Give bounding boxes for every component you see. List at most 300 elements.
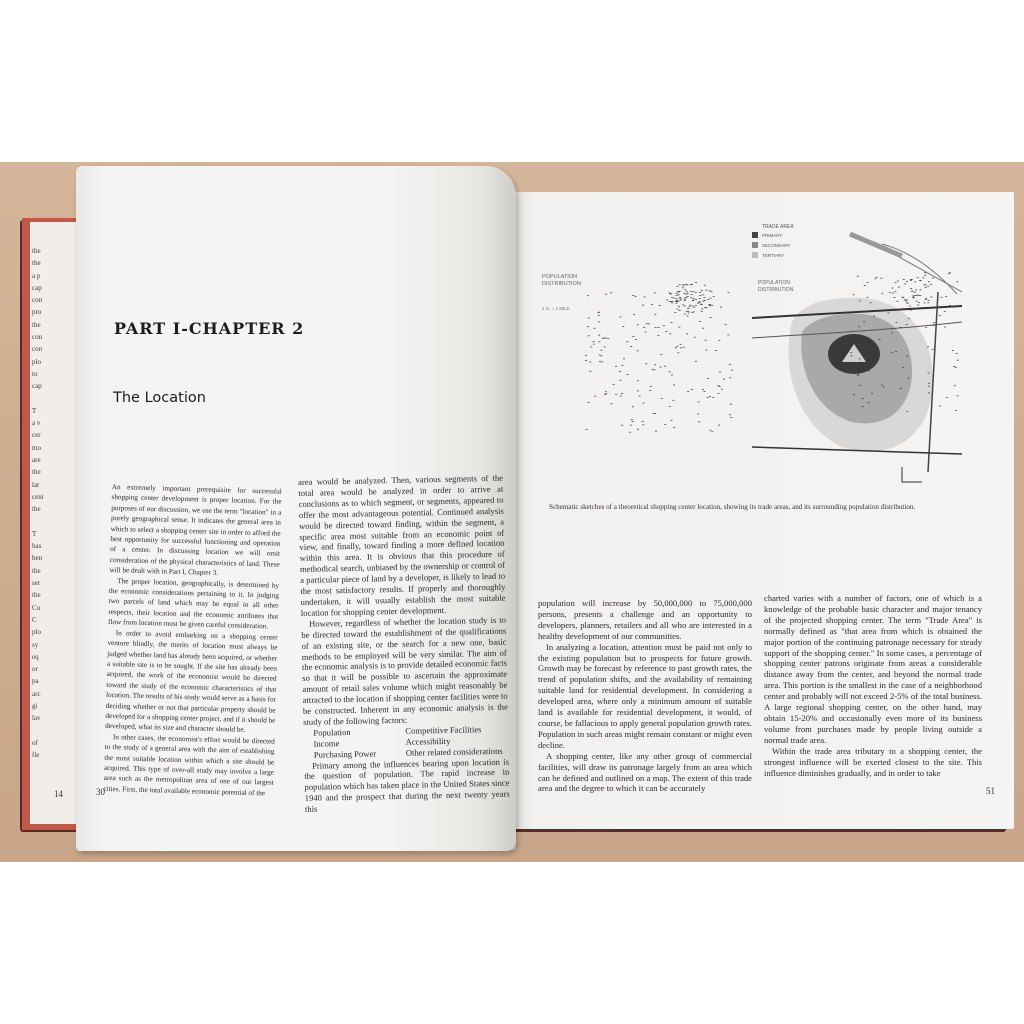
population-dot <box>678 306 680 307</box>
legend-title: TRADE AREA <box>762 224 794 230</box>
population-dot <box>717 393 719 394</box>
population-dot <box>673 298 675 299</box>
population-dot <box>642 421 644 422</box>
legend-swatch-primary <box>752 232 758 238</box>
population-dot <box>912 296 914 297</box>
population-dot <box>925 287 927 288</box>
population-dot <box>695 305 697 306</box>
population-dot <box>955 367 957 368</box>
population-dot <box>928 383 930 384</box>
population-dot <box>646 323 648 324</box>
population-dot <box>927 346 929 347</box>
population-dot <box>917 277 919 278</box>
population-dot <box>648 324 650 325</box>
population-dot <box>924 275 926 276</box>
population-dot <box>607 338 609 339</box>
population-dot <box>611 403 613 404</box>
population-dot <box>699 298 701 299</box>
population-dot <box>644 297 646 298</box>
map-label: DISTRIBUTION <box>758 287 794 293</box>
population-dot <box>621 365 623 366</box>
population-dot <box>928 373 930 374</box>
population-dot <box>598 322 600 323</box>
population-dot <box>699 295 701 296</box>
factor: Competitive Facilities <box>405 724 482 736</box>
legend-item: PRIMARY <box>762 233 783 238</box>
population-dot <box>688 311 690 312</box>
population-dot <box>635 296 637 297</box>
population-dot <box>695 299 697 300</box>
population-dot <box>660 354 662 355</box>
population-dot <box>637 429 639 430</box>
population-dot <box>676 298 678 299</box>
population-dot <box>635 339 637 340</box>
population-dot <box>853 394 855 395</box>
population-dot <box>718 425 720 426</box>
population-dot <box>730 404 732 405</box>
population-dot <box>637 350 639 351</box>
rail-corridor <box>850 234 902 256</box>
population-dot <box>601 362 603 363</box>
population-dot <box>703 297 705 298</box>
population-dot <box>605 294 607 295</box>
population-dot <box>928 300 930 301</box>
population-dot <box>670 322 672 323</box>
population-dot <box>604 347 606 348</box>
population-dot <box>702 328 704 329</box>
population-dot <box>859 301 861 302</box>
population-dot <box>718 340 720 341</box>
population-dot <box>651 304 653 305</box>
paragraph: population will increase by 50,000,000 to 75,000,000 persons, presents a challenge and an opportunity to developers, planners, retailers and all who are interested in a healthy development of our communities. <box>538 598 752 641</box>
population-dot <box>602 338 604 339</box>
population-dot <box>698 402 700 403</box>
population-dot <box>905 301 907 302</box>
population-dot <box>685 294 687 295</box>
population-dot <box>904 299 906 300</box>
population-dot <box>925 327 927 328</box>
population-dot <box>898 309 900 310</box>
factors-list <box>303 723 509 760</box>
population-dot <box>623 358 625 359</box>
population-dot <box>922 278 924 279</box>
population-dot <box>946 397 948 398</box>
population-dot <box>720 307 722 308</box>
population-dot <box>913 297 915 298</box>
population-dot <box>906 411 908 412</box>
population-dot <box>889 292 891 293</box>
population-dot <box>930 297 932 298</box>
population-dot <box>709 290 711 291</box>
population-dot <box>933 322 935 323</box>
population-dot <box>639 396 641 397</box>
population-dot <box>676 293 678 294</box>
population-dot <box>912 291 914 292</box>
population-dot <box>953 366 955 367</box>
population-dot <box>956 281 958 282</box>
population-dot <box>933 324 935 325</box>
north-arrow-icon <box>902 467 922 482</box>
population-dot <box>729 377 731 378</box>
population-dot <box>857 276 859 277</box>
population-dot <box>914 292 916 293</box>
population-dot <box>864 285 866 286</box>
population-dot <box>599 355 601 356</box>
population-dot <box>654 293 656 294</box>
population-dot <box>925 298 927 299</box>
population-dot <box>677 291 679 292</box>
population-dot <box>715 350 717 351</box>
population-dot <box>944 327 946 328</box>
population-dot <box>914 295 916 296</box>
population-dot <box>687 308 689 309</box>
population-dot <box>729 414 731 415</box>
population-dot <box>601 356 603 357</box>
population-dot <box>928 281 930 282</box>
population-dot <box>666 299 668 300</box>
population-dot <box>693 298 695 299</box>
paragraph: In other cases, the economist's effort would be directed to the study of a general area with the aim of establishing the most suitable location within which a site should be acquired. This type of over-all study may involve a large area such as the metropolitan area of one of our largest cities. First, the total available economic potential of the <box>103 732 275 798</box>
population-dot <box>902 367 904 368</box>
population-dot <box>587 326 589 327</box>
population-dot <box>677 309 679 310</box>
population-dot <box>701 309 703 310</box>
population-dot <box>695 292 697 293</box>
population-dot <box>949 272 951 273</box>
population-dot <box>669 371 671 372</box>
population-dot <box>645 332 647 333</box>
population-dot <box>593 341 595 342</box>
population-dot <box>587 295 589 296</box>
population-dot <box>689 305 691 306</box>
population-dot <box>689 307 691 308</box>
chapter-title: PART I-CHAPTER 2 <box>114 319 305 338</box>
population-dot <box>702 389 704 390</box>
population-dot <box>620 380 622 381</box>
population-dot <box>922 307 924 308</box>
population-dot <box>627 374 629 375</box>
population-dot <box>928 393 930 394</box>
population-dot <box>906 300 908 301</box>
population-dot <box>633 314 635 315</box>
legend-item: SECONDARY <box>762 243 791 248</box>
population-dot <box>939 315 941 316</box>
population-dot <box>955 410 957 411</box>
population-dot <box>707 397 709 398</box>
population-dot <box>709 306 711 307</box>
population-dot <box>857 375 859 376</box>
population-dot <box>710 317 712 318</box>
factor: Purchasing Power <box>313 748 377 760</box>
population-dot <box>900 388 902 389</box>
population-dot <box>645 363 647 364</box>
population-dot <box>695 361 697 362</box>
right-page-column-1 <box>538 598 752 794</box>
population-dot <box>669 301 671 302</box>
population-dot <box>928 386 930 387</box>
population-dot <box>704 391 706 392</box>
population-dot <box>701 290 703 291</box>
population-dot <box>712 397 714 398</box>
population-dot <box>857 374 859 375</box>
population-dot <box>932 278 934 279</box>
population-dot <box>680 344 682 345</box>
population-dot <box>676 303 678 304</box>
population-dot <box>853 294 855 295</box>
population-dot <box>661 398 663 399</box>
paragraph: Within the trade area tributary to a shopping center, the strongest influence will be exerted closest to the site. This influence diminishes gradually, and in order to take <box>764 745 982 778</box>
population-dot <box>907 303 909 304</box>
population-dot <box>658 327 660 328</box>
legend-swatch-secondary <box>752 242 758 248</box>
population-dot <box>673 427 675 428</box>
population-dot <box>598 341 600 342</box>
population-dot <box>598 315 600 316</box>
population-dot <box>711 291 713 292</box>
population-dot <box>709 396 711 397</box>
population-dot <box>671 297 673 298</box>
population-dot <box>690 284 692 285</box>
map-scale: 1 in. = 1 MILE <box>542 306 570 311</box>
population-dot <box>711 305 713 306</box>
population-dot <box>605 391 607 392</box>
population-dot <box>948 273 950 274</box>
population-dot <box>693 312 695 313</box>
population-dot <box>655 431 657 432</box>
population-dot <box>915 290 917 291</box>
population-dot <box>684 290 686 291</box>
population-dot <box>706 307 708 308</box>
population-dot <box>654 413 656 414</box>
population-dot <box>919 295 921 296</box>
population-dot <box>683 293 685 294</box>
factor: Population <box>313 726 351 738</box>
population-dot <box>697 414 699 415</box>
population-dot <box>906 356 908 357</box>
population-dot <box>678 327 680 328</box>
population-dot <box>659 305 661 306</box>
paragraph: However, regardless of whether the location study is to be directed toward the establishment of the qualifications of an existing site, or the search for a new one, basic methods to be employed will be very similar. The aim of the economic analysis is to provide detailed economic facts so that it will be possible to ascertain the approximate amount of retail sales volume which might reasonably be attracted to the location if shopping center facilities were to be constructed. Inherent in any economic analysis is the study of the following factors: <box>301 614 508 727</box>
population-dot <box>594 396 596 397</box>
trade-area-map <box>752 222 962 492</box>
population-dot <box>895 351 897 352</box>
population-dot <box>891 352 893 353</box>
population-dot <box>899 327 901 328</box>
population-dot <box>632 421 634 422</box>
population-dot <box>642 305 644 306</box>
population-dot <box>691 294 693 295</box>
population-dot <box>686 285 688 286</box>
population-dot <box>709 304 711 305</box>
population-dot <box>719 372 721 373</box>
population-dot <box>630 425 632 426</box>
population-dot <box>729 364 731 365</box>
population-dot <box>669 293 671 294</box>
population-dot <box>917 305 919 306</box>
population-distribution-map <box>540 262 740 452</box>
left-page-column-1 <box>103 482 282 799</box>
population-dot <box>956 353 958 354</box>
population-dot <box>650 386 652 387</box>
population-dot <box>898 287 900 288</box>
population-dot <box>914 282 916 283</box>
map-label: DISTRIBUTION <box>542 281 581 287</box>
population-dot <box>906 281 908 282</box>
population-dot <box>682 305 684 306</box>
population-dot <box>620 396 622 397</box>
population-dot <box>588 318 590 319</box>
population-dot <box>704 285 706 286</box>
population-dot <box>677 286 679 287</box>
population-dot <box>704 300 706 301</box>
population-dot <box>908 318 910 319</box>
population-dot <box>954 385 956 386</box>
population-dot <box>930 284 932 285</box>
population-dot <box>684 306 686 307</box>
map-label: POPULATION <box>542 274 578 280</box>
population-dot <box>881 385 883 386</box>
population-dot <box>863 321 865 322</box>
population-dot <box>719 386 721 387</box>
population-dot <box>660 367 662 368</box>
population-dot <box>862 398 864 399</box>
population-dot <box>585 360 587 361</box>
population-dot <box>894 291 896 292</box>
population-dot <box>605 393 607 394</box>
population-dot <box>674 312 676 313</box>
population-dot <box>705 340 707 341</box>
population-dot <box>949 305 951 306</box>
population-dot <box>642 424 644 425</box>
population-dot <box>730 417 732 418</box>
population-dot <box>610 292 612 293</box>
population-dot <box>677 301 679 302</box>
population-dot <box>677 346 679 347</box>
population-dot <box>677 352 679 353</box>
population-dot <box>914 308 916 309</box>
population-dot <box>906 324 908 325</box>
population-dot <box>892 293 894 294</box>
population-dot <box>593 344 595 345</box>
population-dot <box>694 337 696 338</box>
population-dot <box>728 292 730 293</box>
population-dot <box>690 297 692 298</box>
population-dot <box>655 327 657 328</box>
population-dot <box>691 389 693 390</box>
population-dot <box>687 316 689 317</box>
paragraph: In analyzing a location, attention must be paid not only to the existing population but to prospects for future growth. Growth may be forecast by reference to past growth rates, the trend of population shifts, and the availability of remaining suitable land for residential development. In considering a developed area, where only a minimum amount of suitable land is available for residential development, it would, of course, be fallacious to apply general population growth rates. Population in such areas might remain constant or might even decline. <box>538 641 752 750</box>
population-dot <box>682 287 684 288</box>
population-dot <box>637 391 639 392</box>
population-dot <box>869 362 871 363</box>
population-dot <box>908 378 910 379</box>
population-dot <box>713 296 715 297</box>
population-dot <box>957 360 959 361</box>
population-dot <box>910 279 912 280</box>
population-dot <box>702 295 704 296</box>
population-dot <box>916 301 918 302</box>
legend-item: TERTIARY <box>762 253 785 258</box>
population-dot <box>672 301 674 302</box>
population-dot <box>868 402 870 403</box>
population-dot <box>903 279 905 280</box>
population-dot <box>692 306 694 307</box>
population-dot <box>880 278 882 279</box>
population-dot <box>727 335 729 336</box>
population-dot <box>700 304 702 305</box>
population-dot <box>589 362 591 363</box>
population-dot <box>588 402 590 403</box>
population-dot <box>916 295 918 296</box>
factor: Other related considerations <box>405 745 503 758</box>
factor: Accessibility <box>405 735 451 747</box>
population-dot <box>918 302 920 303</box>
population-dot <box>643 403 645 404</box>
population-dot <box>873 316 875 317</box>
population-dot <box>680 300 682 301</box>
population-dot <box>945 296 947 297</box>
population-dot <box>711 431 713 432</box>
population-dot <box>699 301 701 302</box>
population-dot <box>615 394 617 395</box>
population-dot <box>590 347 592 348</box>
left-page-column-2 <box>298 473 510 815</box>
population-dot <box>859 358 861 359</box>
population-dot <box>891 333 893 334</box>
population-dot <box>682 285 684 286</box>
population-dot <box>680 348 682 349</box>
population-dot <box>585 355 587 356</box>
population-dot <box>643 327 645 328</box>
population-dot <box>664 366 666 367</box>
population-dot <box>850 352 852 353</box>
population-dot <box>897 301 899 302</box>
population-dot <box>653 370 655 371</box>
population-dot <box>686 333 688 334</box>
population-dot <box>599 361 601 362</box>
population-dot <box>589 371 591 372</box>
population-dot <box>619 317 621 318</box>
population-dot <box>597 312 599 313</box>
population-dot <box>622 326 624 327</box>
population-dot <box>663 325 665 326</box>
population-dot <box>709 430 711 431</box>
population-dot <box>707 378 709 379</box>
population-dot <box>851 368 853 369</box>
population-dot <box>717 385 719 386</box>
population-dot <box>858 344 860 345</box>
population-dot <box>654 314 656 315</box>
population-dot <box>924 272 926 273</box>
population-dot <box>621 425 623 426</box>
population-dot <box>910 288 912 289</box>
population-dot <box>679 297 681 298</box>
population-dot <box>684 299 686 300</box>
population-dot <box>909 306 911 307</box>
population-dot <box>613 384 615 385</box>
population-dot <box>600 350 602 351</box>
population-dot <box>649 390 651 391</box>
population-dot <box>678 294 680 295</box>
figure-caption: Schematic sketches of a theoretical shopping center location, showing its trade areas, and its surrounding population distribution. <box>549 503 916 511</box>
population-dot <box>669 333 671 334</box>
population-dot <box>598 335 600 336</box>
population-dot <box>883 387 885 388</box>
population-dot <box>923 284 925 285</box>
population-dot <box>944 311 946 312</box>
population-dot <box>895 282 897 283</box>
population-dot <box>684 300 686 301</box>
